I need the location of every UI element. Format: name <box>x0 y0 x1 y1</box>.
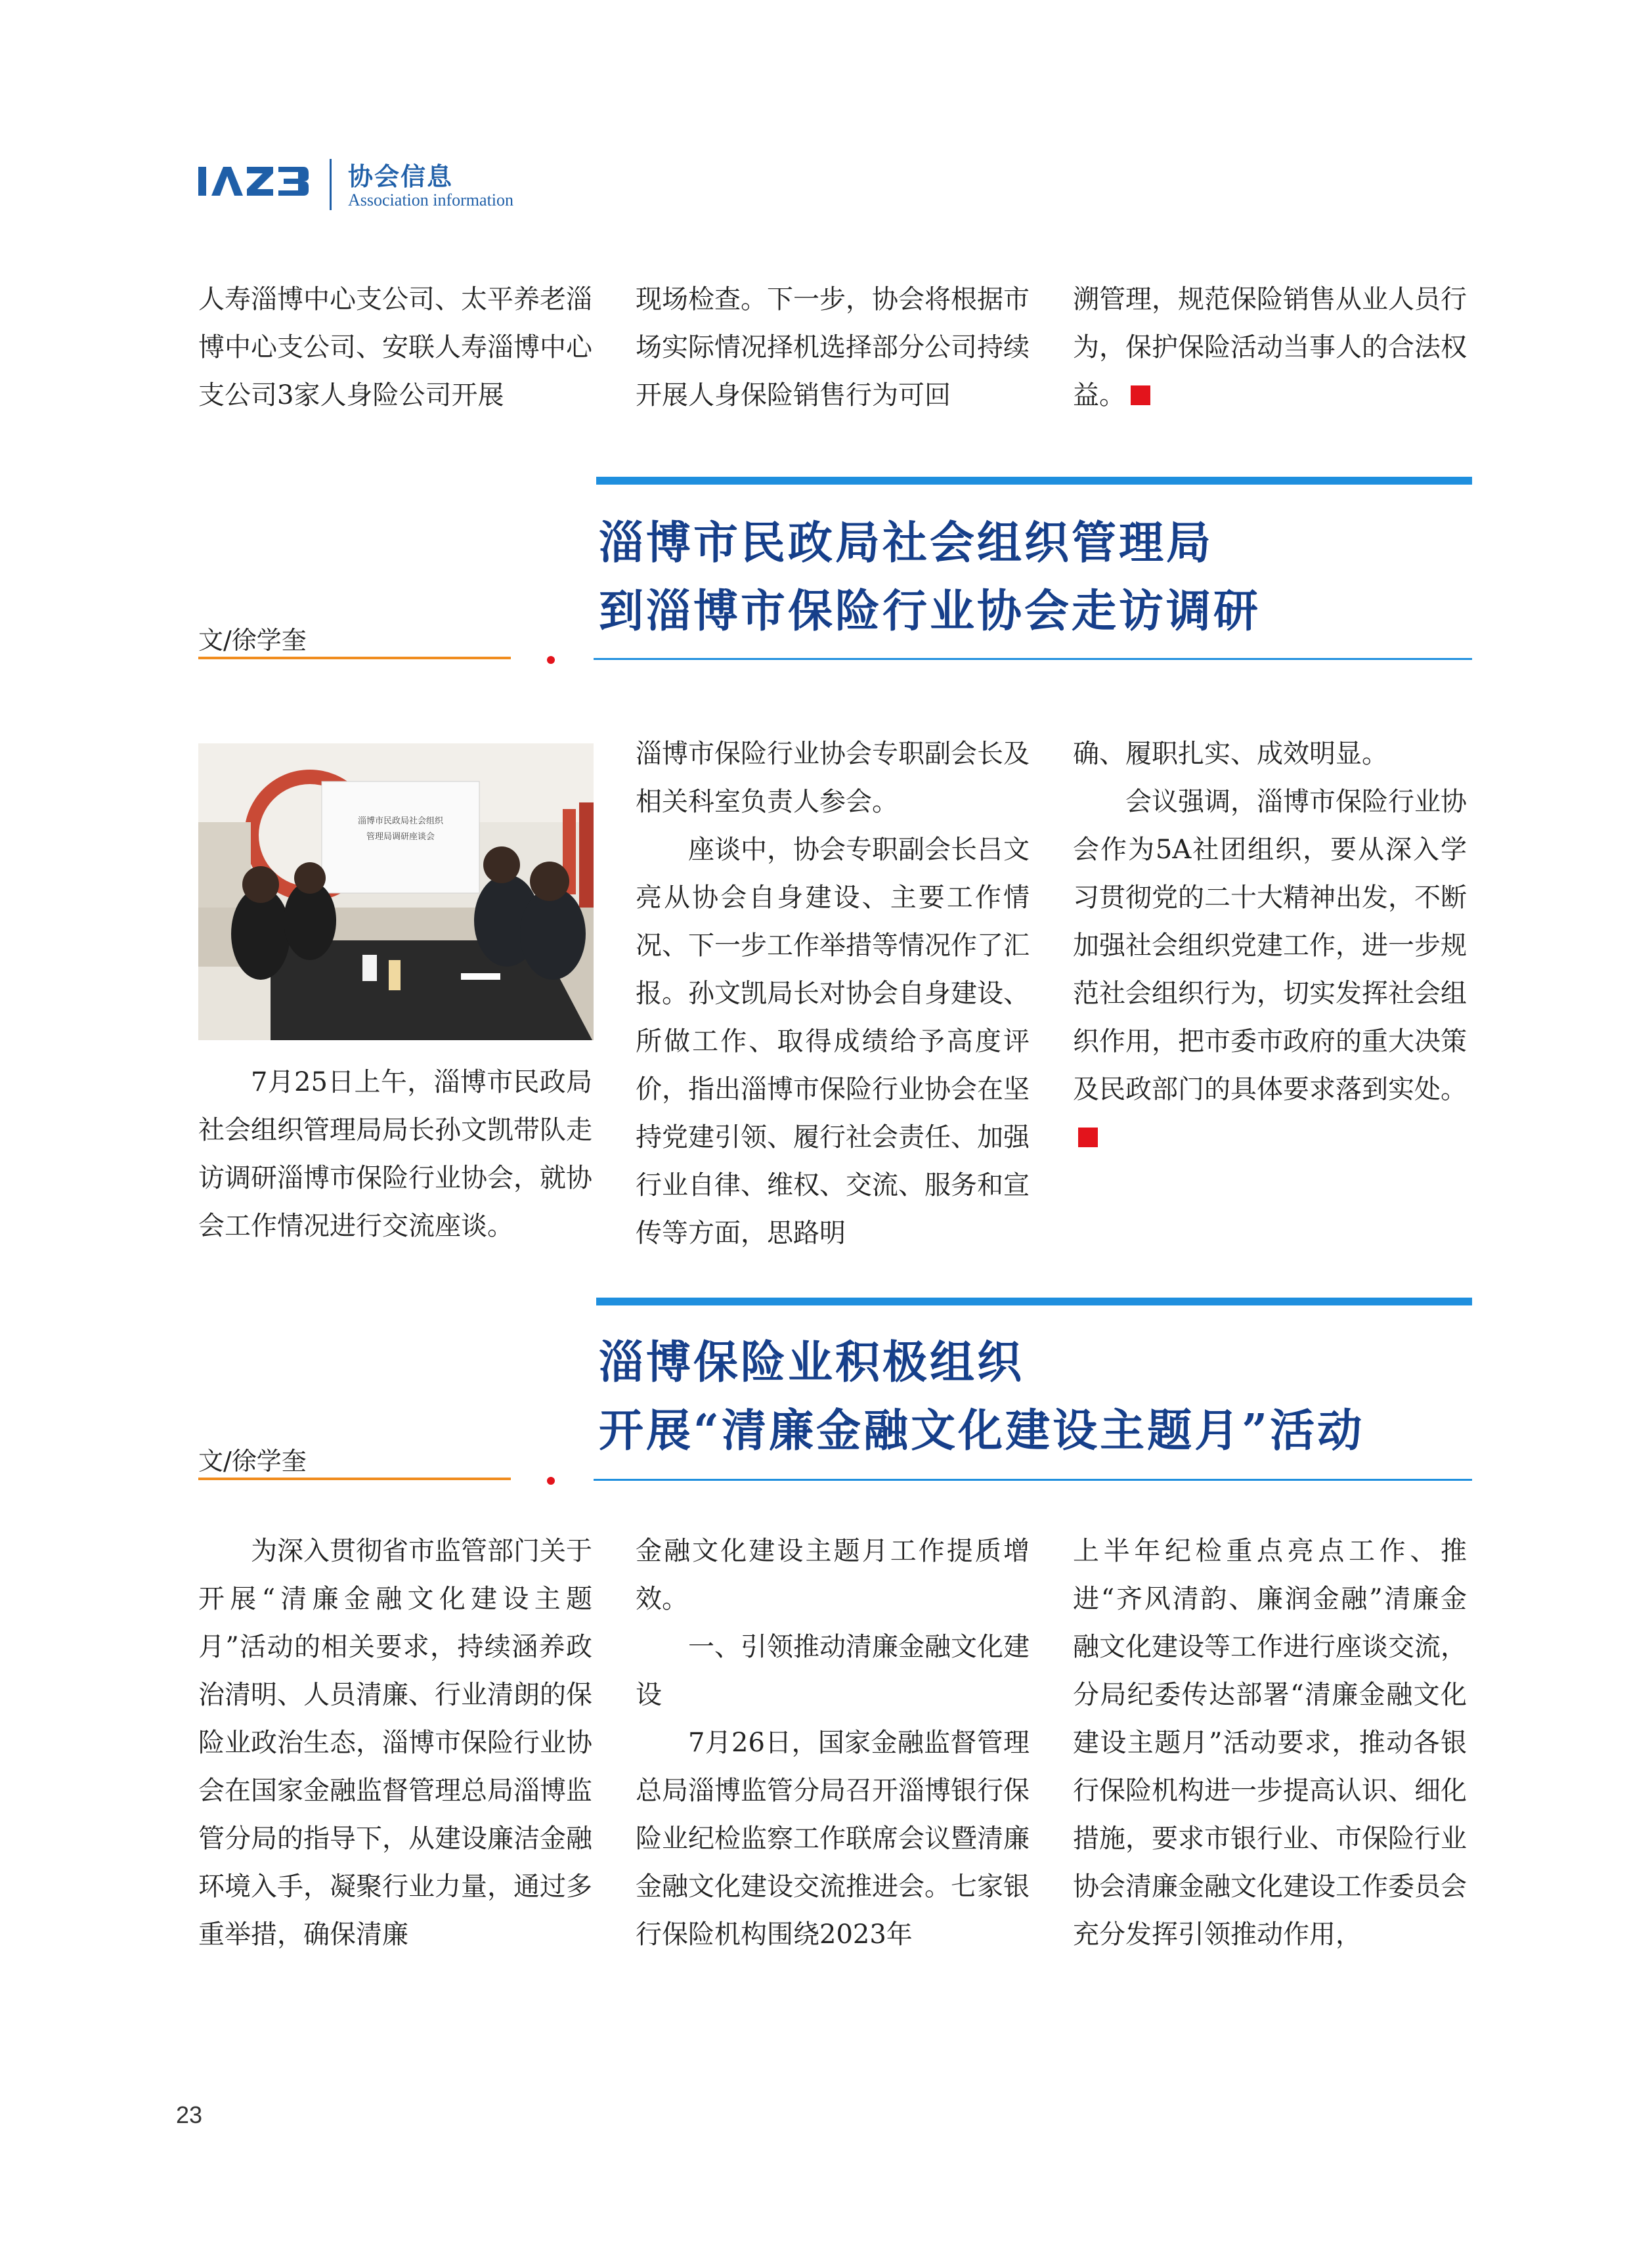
end-mark-icon <box>1078 1128 1098 1147</box>
section-title-en: Association information <box>348 190 514 209</box>
article2-title-underline <box>594 1479 1472 1481</box>
article2-column-2 <box>636 1527 1030 1959</box>
page-number: 23 <box>176 2101 203 2128</box>
article1-title-line2: 到淄博市保险行业协会走访调研 <box>599 585 1261 638</box>
article1-column-2 <box>636 730 1030 1258</box>
top-column-2 <box>636 276 1030 420</box>
header-divider <box>330 159 332 210</box>
section-title-cn: 协会信息 <box>348 162 454 191</box>
paragraph: 7月25日上午，淄博市民政局社会组织管理局局长孙文凯带队走访调研淄博市保险行业协会，就协会工作情况进行交流座谈。 <box>198 1067 592 1241</box>
paragraph: 确、履职扎实、成效明显。 <box>1073 739 1388 769</box>
article2-title-line1: 淄博保险业积极组织 <box>599 1336 1025 1389</box>
red-dot-icon <box>547 1477 555 1485</box>
article1-column-1 <box>198 1059 592 1250</box>
top-column-3 <box>1073 276 1467 420</box>
paragraph: 为深入贯彻省市监管部门关于开展“清廉金融文化建设主题月”活动的相关要求，持续涵养政治清明、人员清廉、行业清朗的保险业政治生态，淄博市保险行业协会在国家金融监督管理总局淄博监管分局的指导下，从建设廉洁金融环境入手，凝聚行业力量，通过多重举措，确保清廉 <box>198 1536 592 1950</box>
article2-title-line2: 开展“清廉金融文化建设主题月”活动 <box>599 1405 1365 1457</box>
paragraph: 金融文化建设主题月工作提质增效。 <box>636 1536 1030 1614</box>
article1-title-line1: 淄博市民政局社会组织管理局 <box>599 517 1214 569</box>
top-column-1 <box>198 276 592 420</box>
article2-column-3 <box>1073 1527 1467 1959</box>
meeting-photo <box>198 743 594 1040</box>
article1-column-3 <box>1073 730 1467 1162</box>
paragraph: 人寿淄博中心支公司、太平养老淄博中心支公司、安联人寿淄博中心支公司3家人身险公司开展 <box>198 284 592 410</box>
paragraph: 淄博市保险行业协会专职副会长及相关科室负责人参会。 <box>636 739 1030 817</box>
paragraph: 7月26日，国家金融监督管理总局淄博监管分局召开淄博银行保险业纪检监察工作联席会议暨清廉金融文化建设交流推进会。七家银行保险机构围绕2023年 <box>636 1728 1030 1950</box>
article1-title-underline <box>594 658 1472 660</box>
screen-text-line1: 淄博市民政局社会组织 <box>357 816 444 826</box>
article2-top-bar <box>596 1298 1472 1305</box>
end-mark-icon <box>1131 385 1150 405</box>
author-underline <box>198 1478 511 1480</box>
paragraph: 上半年纪检重点亮点工作、推进“齐风清韵、廉润金融”清廉金融文化建设等工作进行座谈交流，分局纪委传达部署“清廉金融文化建设主题月”活动要求，推动各银行保险机构进一步提高认识、细化措施，要求市银行业、市保险行业协会清廉金融文化建设工作委员会充分发挥引领推动作用， <box>1073 1536 1467 1950</box>
paragraph: 会议强调，淄博市保险行业协会作为5A社团组织，要从深入学习贯彻党的二十大精神出发，不断加强社会组织党建工作，进一步规范社会组织行为，切实发挥社会组织作用，把市委市政府的重大决策及民政部门的具体要求落到实处。 <box>1073 778 1467 1162</box>
paragraph: 座谈中，协会专职副会长吕文亮从协会自身建设、主要工作情况、下一步工作举措等情况作了汇报。孙文凯局长对协会自身建设、所做工作、取得成绩给予高度评价，指出淄博市保险行业协会在坚持党建引领、履行社会责任、加强行业自律、维权、交流、服务和宣传等方面，思路明 <box>636 835 1030 1248</box>
article2-column-1 <box>198 1527 592 1959</box>
paragraph: 一、引领推动清廉金融文化建设 <box>636 1632 1030 1710</box>
article2-author: 文/徐学奎 <box>198 1447 307 1476</box>
article1-author: 文/徐学奎 <box>198 626 307 655</box>
iazb-logo <box>198 162 309 201</box>
article1-top-bar <box>596 477 1472 485</box>
author-underline <box>198 657 511 659</box>
paragraph: 溯管理，规范保险销售从业人员行为，保护保险活动当事人的合法权益。 <box>1073 284 1467 410</box>
paragraph: 现场检查。下一步，协会将根据市场实际情况择机选择部分公司持续开展人身保险销售行为可回 <box>636 284 1030 410</box>
screen-text-line2: 管理局调研座谈会 <box>366 832 435 842</box>
red-dot-icon <box>547 656 555 664</box>
